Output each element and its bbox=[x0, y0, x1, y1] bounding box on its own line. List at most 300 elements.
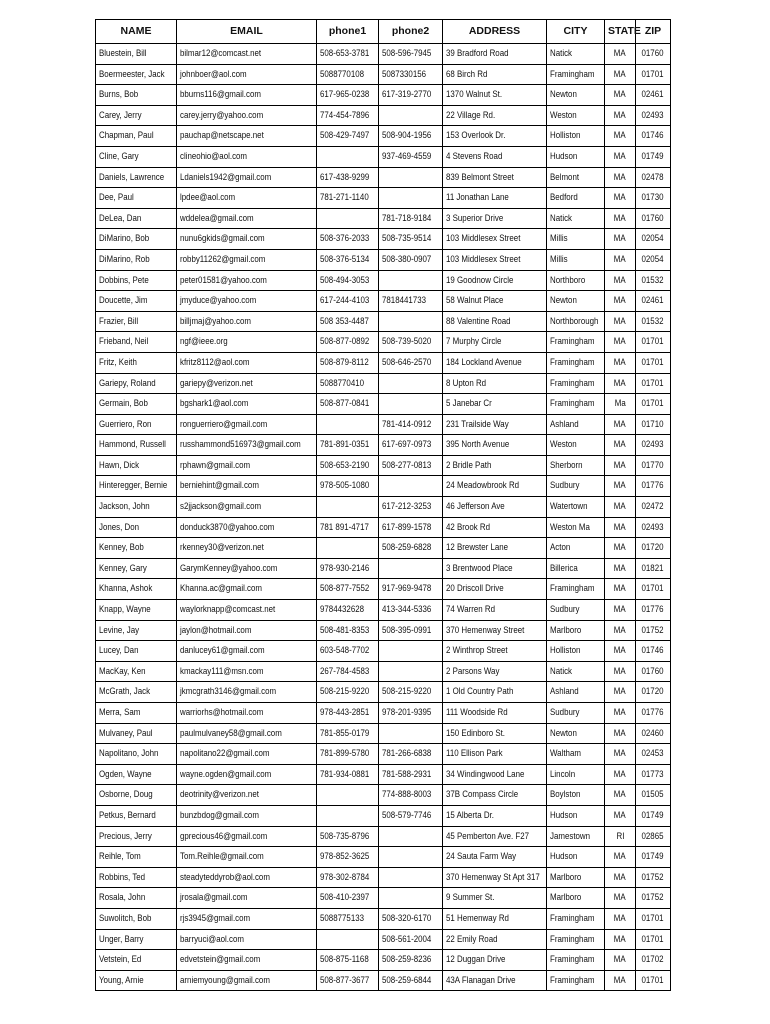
cell-city bbox=[547, 105, 605, 126]
cell-state-text: MA bbox=[614, 295, 626, 306]
cell-zip bbox=[636, 826, 671, 847]
cell-phone2 bbox=[379, 805, 443, 826]
cell-city bbox=[547, 703, 605, 724]
cell-zip-text: 01702 bbox=[641, 954, 665, 965]
cell-address-text: 37B Compass Circle bbox=[446, 789, 519, 800]
cell-phone2 bbox=[379, 847, 443, 868]
cell-state-text: MA bbox=[614, 212, 626, 223]
cell-name bbox=[96, 270, 177, 291]
cell-address-text: 8 Upton Rd bbox=[446, 377, 487, 388]
cell-email-text: s2jjackson@gmail.com bbox=[180, 501, 262, 512]
cell-address-text: 153 Overlook Dr. bbox=[446, 130, 506, 141]
cell-zip bbox=[636, 414, 671, 435]
cell-city-text: Weston Ma bbox=[550, 521, 590, 532]
cell-zip bbox=[636, 44, 671, 65]
cell-phone2 bbox=[379, 229, 443, 250]
cell-address bbox=[443, 249, 547, 270]
cell-address-text: 231 Trailside Way bbox=[446, 418, 509, 429]
cell-state-text: MA bbox=[614, 912, 626, 923]
cell-address bbox=[443, 476, 547, 497]
cell-state-text: RI bbox=[616, 830, 624, 841]
cell-city bbox=[547, 249, 605, 270]
cell-address-text: 39 Bradford Road bbox=[446, 48, 509, 58]
cell-phone2-text: 508-904-1956 bbox=[382, 130, 432, 141]
cell-city-text: Lincoln bbox=[550, 768, 576, 779]
cell-email-text: peter01581@yahoo.com bbox=[180, 274, 267, 285]
cell-zip bbox=[636, 805, 671, 826]
cell-address-text: 839 Belmont Street bbox=[446, 171, 514, 182]
cell-address-text: 2 Bridle Path bbox=[446, 459, 492, 470]
cell-phone1 bbox=[317, 744, 379, 765]
cell-state bbox=[605, 311, 636, 332]
cell-city-text: Framingham bbox=[550, 356, 595, 367]
cell-zip bbox=[636, 703, 671, 724]
cell-email-text: arniemyoung@gmail.com bbox=[180, 974, 270, 985]
cell-email-text: deotrinity@verizon.net bbox=[180, 789, 259, 800]
cell-zip-text: 02461 bbox=[641, 295, 665, 306]
cell-phone2-text: 7818441733 bbox=[382, 295, 427, 306]
cell-state bbox=[605, 641, 636, 662]
cell-name-text: Reihle, Tom bbox=[99, 851, 141, 862]
cell-state bbox=[605, 620, 636, 641]
cell-phone1-text: 508 353-4487 bbox=[320, 315, 369, 326]
cell-zip bbox=[636, 332, 671, 353]
cell-phone2 bbox=[379, 311, 443, 332]
cell-phone1-text: 774-454-7896 bbox=[320, 109, 370, 120]
cell-name bbox=[96, 950, 177, 971]
table-row bbox=[96, 600, 671, 621]
cell-city-text: Northboro bbox=[550, 274, 586, 285]
cell-phone1 bbox=[317, 414, 379, 435]
cell-email-text: wddelea@gmail.com bbox=[180, 212, 254, 223]
cell-phone1-text: 5088775133 bbox=[320, 912, 365, 923]
cell-state bbox=[605, 558, 636, 579]
cell-name-text: DiMarino, Bob bbox=[99, 233, 150, 244]
cell-zip-text: 01701 bbox=[641, 974, 665, 985]
cell-phone1 bbox=[317, 620, 379, 641]
cell-state-text: MA bbox=[614, 109, 626, 120]
cell-phone2 bbox=[379, 682, 443, 703]
cell-phone2 bbox=[379, 126, 443, 147]
cell-phone2-text: 508-320-6170 bbox=[382, 912, 432, 923]
cell-name-text: Chapman, Paul bbox=[99, 130, 154, 141]
cell-address bbox=[443, 373, 547, 394]
cell-phone2-text: 617-212-3253 bbox=[382, 501, 432, 512]
cell-city bbox=[547, 641, 605, 662]
header-address: ADDRESS bbox=[443, 20, 547, 44]
cell-name-text: Burns, Bob bbox=[99, 89, 139, 100]
cell-city bbox=[547, 455, 605, 476]
cell-email-text: kfritz8112@aol.com bbox=[180, 356, 250, 367]
cell-city-text: Bedford bbox=[550, 192, 578, 203]
cell-name bbox=[96, 332, 177, 353]
cell-phone2 bbox=[379, 64, 443, 85]
cell-name bbox=[96, 538, 177, 559]
cell-phone1-text: 508-376-2033 bbox=[320, 233, 370, 244]
cell-address-text: 9 Summer St. bbox=[446, 892, 495, 903]
cell-zip bbox=[636, 970, 671, 991]
cell-email bbox=[177, 146, 317, 167]
cell-phone2 bbox=[379, 352, 443, 373]
cell-email-text: gprecious46@gmail.com bbox=[180, 830, 268, 841]
cell-city bbox=[547, 414, 605, 435]
cell-city bbox=[547, 44, 605, 65]
cell-name bbox=[96, 847, 177, 868]
table-row bbox=[96, 373, 671, 394]
table-row bbox=[96, 394, 671, 415]
cell-address bbox=[443, 703, 547, 724]
cell-email bbox=[177, 332, 317, 353]
cell-phone1-text: 508-877-7552 bbox=[320, 583, 370, 594]
cell-email-text: kmackay111@msn.com bbox=[180, 665, 264, 676]
cell-phone2 bbox=[379, 579, 443, 600]
cell-address-text: 395 North Avenue bbox=[446, 439, 510, 450]
cell-city bbox=[547, 579, 605, 600]
cell-email bbox=[177, 826, 317, 847]
table-row bbox=[96, 661, 671, 682]
cell-email-text: clineohio@aol.com bbox=[180, 150, 248, 161]
cell-phone1-text: 508-481-8353 bbox=[320, 624, 370, 635]
cell-name-text: Lucey, Dan bbox=[99, 645, 139, 656]
cell-phone1 bbox=[317, 517, 379, 538]
cell-name bbox=[96, 497, 177, 518]
cell-zip-text: 01752 bbox=[641, 871, 665, 882]
cell-zip bbox=[636, 105, 671, 126]
cell-email bbox=[177, 558, 317, 579]
cell-email-text: jrosala@gmail.com bbox=[180, 892, 248, 903]
cell-city-text: Jamestown bbox=[550, 830, 591, 841]
cell-name-text: Jackson, John bbox=[99, 501, 150, 512]
cell-zip-text: 01701 bbox=[641, 377, 665, 388]
cell-address-text: 24 Sauta Farm Way bbox=[446, 851, 517, 862]
cell-name-text: Dee, Paul bbox=[99, 192, 134, 203]
cell-zip-text: 01701 bbox=[641, 68, 665, 79]
cell-address bbox=[443, 105, 547, 126]
cell-phone1-text: 781-891-0351 bbox=[320, 439, 370, 450]
cell-phone1 bbox=[317, 558, 379, 579]
cell-address-text: 4 Stevens Road bbox=[446, 150, 503, 161]
cell-email bbox=[177, 847, 317, 868]
cell-phone2-text: 781-414-0912 bbox=[382, 418, 432, 429]
cell-name bbox=[96, 44, 177, 65]
cell-city bbox=[547, 126, 605, 147]
cell-state-text: MA bbox=[614, 130, 626, 141]
cell-state bbox=[605, 455, 636, 476]
cell-zip bbox=[636, 641, 671, 662]
cell-address bbox=[443, 167, 547, 188]
cell-city bbox=[547, 497, 605, 518]
cell-name bbox=[96, 64, 177, 85]
cell-address-text: 2 Winthrop Street bbox=[446, 645, 508, 656]
cell-zip bbox=[636, 311, 671, 332]
cell-city bbox=[547, 826, 605, 847]
cell-phone2-text: 781-718-9184 bbox=[382, 212, 432, 223]
cell-state-text: MA bbox=[614, 68, 626, 79]
cell-phone2 bbox=[379, 826, 443, 847]
cell-phone2-text: 937-469-4559 bbox=[382, 150, 432, 161]
cell-zip-text: 02478 bbox=[641, 171, 665, 182]
cell-address-text: 5 Janebar Cr bbox=[446, 398, 492, 409]
cell-phone1 bbox=[317, 929, 379, 950]
table-row bbox=[96, 64, 671, 85]
cell-phone1 bbox=[317, 208, 379, 229]
cell-phone1-text: 617-438-9299 bbox=[320, 171, 370, 182]
cell-email bbox=[177, 167, 317, 188]
cell-name bbox=[96, 291, 177, 312]
cell-phone2 bbox=[379, 188, 443, 209]
cell-state bbox=[605, 682, 636, 703]
cell-email bbox=[177, 229, 317, 250]
cell-zip-text: 01776 bbox=[641, 707, 665, 717]
header-name: NAME bbox=[96, 20, 177, 44]
cell-city bbox=[547, 908, 605, 929]
cell-zip bbox=[636, 950, 671, 971]
cell-name bbox=[96, 908, 177, 929]
cell-city-text: Acton bbox=[550, 542, 571, 553]
cell-phone1 bbox=[317, 847, 379, 868]
cell-city-text: Framingham bbox=[550, 398, 595, 409]
cell-phone2 bbox=[379, 620, 443, 641]
cell-zip-text: 01749 bbox=[641, 809, 665, 820]
cell-city bbox=[547, 167, 605, 188]
cell-phone1 bbox=[317, 249, 379, 270]
cell-phone2 bbox=[379, 332, 443, 353]
cell-state bbox=[605, 805, 636, 826]
cell-email-text: jmyduce@yahoo.com bbox=[180, 295, 257, 306]
cell-phone2-text: 508-215-9220 bbox=[382, 686, 432, 697]
cell-address bbox=[443, 558, 547, 579]
cell-phone1-text: 781-899-5780 bbox=[320, 748, 370, 759]
cell-state bbox=[605, 352, 636, 373]
cell-address-text: 15 Alberta Dr. bbox=[446, 809, 495, 820]
cell-zip-text: 01821 bbox=[641, 562, 665, 573]
cell-phone2 bbox=[379, 867, 443, 888]
cell-email-text: Khanna.ac@gmail.com bbox=[180, 583, 263, 594]
cell-phone1-text: 508-410-2397 bbox=[320, 892, 370, 903]
cell-email bbox=[177, 764, 317, 785]
cell-email-text: ngf@ieee.org bbox=[180, 336, 228, 347]
cell-state-text: MA bbox=[614, 171, 626, 182]
cell-state-text: MA bbox=[614, 954, 626, 965]
cell-zip bbox=[636, 126, 671, 147]
cell-phone1-text: 508-429-7497 bbox=[320, 130, 370, 141]
cell-zip bbox=[636, 167, 671, 188]
cell-name bbox=[96, 805, 177, 826]
cell-name bbox=[96, 146, 177, 167]
cell-zip-text: 02054 bbox=[641, 253, 665, 264]
cell-phone1-text: 508-875-1168 bbox=[320, 954, 369, 965]
cell-name bbox=[96, 126, 177, 147]
cell-phone2 bbox=[379, 497, 443, 518]
cell-address-text: 88 Valentine Road bbox=[446, 315, 511, 326]
cell-zip-text: 01730 bbox=[641, 192, 665, 203]
cell-name-text: Guerriero, Ron bbox=[99, 418, 152, 429]
cell-address-text: 7 Murphy Circle bbox=[446, 336, 502, 347]
cell-phone2 bbox=[379, 723, 443, 744]
cell-phone1-text: 508-494-3053 bbox=[320, 274, 370, 285]
cell-email bbox=[177, 908, 317, 929]
cell-state bbox=[605, 373, 636, 394]
cell-name-text: Gariepy, Roland bbox=[99, 377, 156, 388]
cell-phone2-text: 508-277-0813 bbox=[382, 459, 432, 470]
cell-city-text: Watertown bbox=[550, 501, 588, 512]
cell-name-text: Frieband, Neil bbox=[99, 336, 149, 347]
cell-address-text: 22 Village Rd. bbox=[446, 109, 496, 120]
cell-city-text: Hudson bbox=[550, 809, 578, 820]
cell-address bbox=[443, 641, 547, 662]
cell-state-text: MA bbox=[614, 336, 626, 347]
cell-city bbox=[547, 867, 605, 888]
cell-phone1 bbox=[317, 270, 379, 291]
header-zip: ZIP bbox=[636, 20, 671, 44]
cell-phone1-text: 508-877-0841 bbox=[320, 398, 370, 409]
cell-city-text: Holliston bbox=[550, 130, 581, 141]
cell-address-text: 43A Flanagan Drive bbox=[446, 974, 516, 985]
cell-address-text: 12 Duggan Drive bbox=[446, 954, 506, 965]
table-row bbox=[96, 847, 671, 868]
cell-city bbox=[547, 64, 605, 85]
cell-city-text: Framingham bbox=[550, 336, 595, 347]
cell-state-text: MA bbox=[614, 480, 626, 491]
cell-city-text: Marlboro bbox=[550, 892, 582, 903]
cell-email-text: jkmcgrath3146@gmail.com bbox=[180, 686, 277, 697]
table-row bbox=[96, 188, 671, 209]
cell-phone1 bbox=[317, 167, 379, 188]
cell-address-text: 45 Pemberton Ave. F27 bbox=[446, 830, 530, 841]
cell-city bbox=[547, 270, 605, 291]
cell-address-text: 58 Walnut Place bbox=[446, 295, 504, 306]
cell-address-text: 111 Woodside Rd bbox=[446, 707, 508, 717]
table-row bbox=[96, 455, 671, 476]
cell-zip bbox=[636, 270, 671, 291]
cell-name-text: Jones, Don bbox=[99, 521, 140, 532]
cell-phone1 bbox=[317, 85, 379, 106]
cell-phone2-text: 413-344-5336 bbox=[382, 604, 432, 615]
cell-city bbox=[547, 146, 605, 167]
cell-zip bbox=[636, 744, 671, 765]
cell-zip bbox=[636, 517, 671, 538]
cell-phone2 bbox=[379, 970, 443, 991]
table-row bbox=[96, 85, 671, 106]
cell-state bbox=[605, 270, 636, 291]
cell-phone2-text: 508-380-0907 bbox=[382, 253, 432, 264]
cell-name-text: Suwolitch, Bob bbox=[99, 912, 152, 923]
cell-city bbox=[547, 394, 605, 415]
cell-state-text: Ma bbox=[614, 398, 626, 409]
cell-email-text: pauchap@netscape.net bbox=[180, 130, 264, 141]
cell-email-text: barryuci@aol.com bbox=[180, 933, 244, 944]
cell-phone1 bbox=[317, 497, 379, 518]
cell-phone2 bbox=[379, 291, 443, 312]
cell-email bbox=[177, 249, 317, 270]
cell-phone1 bbox=[317, 703, 379, 724]
cell-address bbox=[443, 517, 547, 538]
cell-address-text: 22 Emily Road bbox=[446, 933, 498, 944]
cell-phone2 bbox=[379, 394, 443, 415]
cell-name-text: Levine, Jay bbox=[99, 624, 140, 635]
table-row bbox=[96, 291, 671, 312]
cell-phone1-text: 508-376-5134 bbox=[320, 253, 370, 264]
cell-city-text: Framingham bbox=[550, 377, 595, 388]
cell-address bbox=[443, 847, 547, 868]
cell-city-text: Natick bbox=[550, 48, 573, 58]
cell-email bbox=[177, 311, 317, 332]
cell-zip-text: 01752 bbox=[641, 892, 665, 903]
cell-state-text: MA bbox=[614, 645, 626, 656]
cell-zip bbox=[636, 146, 671, 167]
cell-zip bbox=[636, 682, 671, 703]
cell-state-text: MA bbox=[614, 459, 626, 470]
cell-phone2-text: 508-259-8236 bbox=[382, 954, 432, 965]
table-row bbox=[96, 497, 671, 518]
cell-zip-text: 01505 bbox=[641, 789, 665, 800]
cell-phone1-text: 9784432628 bbox=[320, 604, 365, 615]
cell-phone1 bbox=[317, 641, 379, 662]
cell-city bbox=[547, 352, 605, 373]
cell-email bbox=[177, 208, 317, 229]
cell-address bbox=[443, 600, 547, 621]
cell-name-text: MacKay, Ken bbox=[99, 665, 146, 676]
cell-address-text: 3 Superior Drive bbox=[446, 212, 504, 223]
cell-phone1 bbox=[317, 950, 379, 971]
cell-zip-text: 02453 bbox=[641, 748, 665, 759]
cell-email-text: napolitano22@gmail.com bbox=[180, 748, 270, 759]
cell-zip bbox=[636, 435, 671, 456]
cell-phone1 bbox=[317, 723, 379, 744]
cell-city bbox=[547, 208, 605, 229]
cell-zip bbox=[636, 291, 671, 312]
cell-email-text: bburns116@gmail.com bbox=[180, 89, 261, 100]
cell-name bbox=[96, 229, 177, 250]
cell-state bbox=[605, 476, 636, 497]
cell-city bbox=[547, 723, 605, 744]
cell-zip bbox=[636, 455, 671, 476]
cell-phone2 bbox=[379, 558, 443, 579]
cell-address bbox=[443, 826, 547, 847]
cell-phone1 bbox=[317, 126, 379, 147]
table-row bbox=[96, 208, 671, 229]
cell-state-text: MA bbox=[614, 748, 626, 759]
cell-city bbox=[547, 229, 605, 250]
cell-email-text: gariepy@verizon.net bbox=[180, 377, 253, 388]
cell-name-text: Carey, Jerry bbox=[99, 109, 142, 120]
cell-address bbox=[443, 229, 547, 250]
cell-name-text: Germain, Bob bbox=[99, 398, 148, 409]
cell-phone1 bbox=[317, 579, 379, 600]
cell-state-text: MA bbox=[614, 871, 626, 882]
cell-email-text: danlucey61@gmail.com bbox=[180, 645, 265, 656]
cell-state-text: MA bbox=[614, 521, 626, 532]
cell-state bbox=[605, 167, 636, 188]
cell-email bbox=[177, 188, 317, 209]
cell-state bbox=[605, 579, 636, 600]
cell-email bbox=[177, 744, 317, 765]
cell-zip-text: 01749 bbox=[641, 150, 665, 161]
cell-name-text: DeLea, Dan bbox=[99, 212, 142, 223]
cell-name bbox=[96, 661, 177, 682]
cell-address bbox=[443, 352, 547, 373]
cell-phone2-text: 508-579-7746 bbox=[382, 809, 432, 820]
cell-city-text: Sudbury bbox=[550, 604, 580, 615]
cell-phone1 bbox=[317, 435, 379, 456]
cell-name-text: Osborne, Doug bbox=[99, 789, 153, 800]
cell-address-text: 110 Ellison Park bbox=[446, 748, 503, 759]
cell-zip bbox=[636, 661, 671, 682]
cell-address bbox=[443, 455, 547, 476]
cell-email bbox=[177, 85, 317, 106]
cell-name bbox=[96, 105, 177, 126]
cell-zip bbox=[636, 229, 671, 250]
